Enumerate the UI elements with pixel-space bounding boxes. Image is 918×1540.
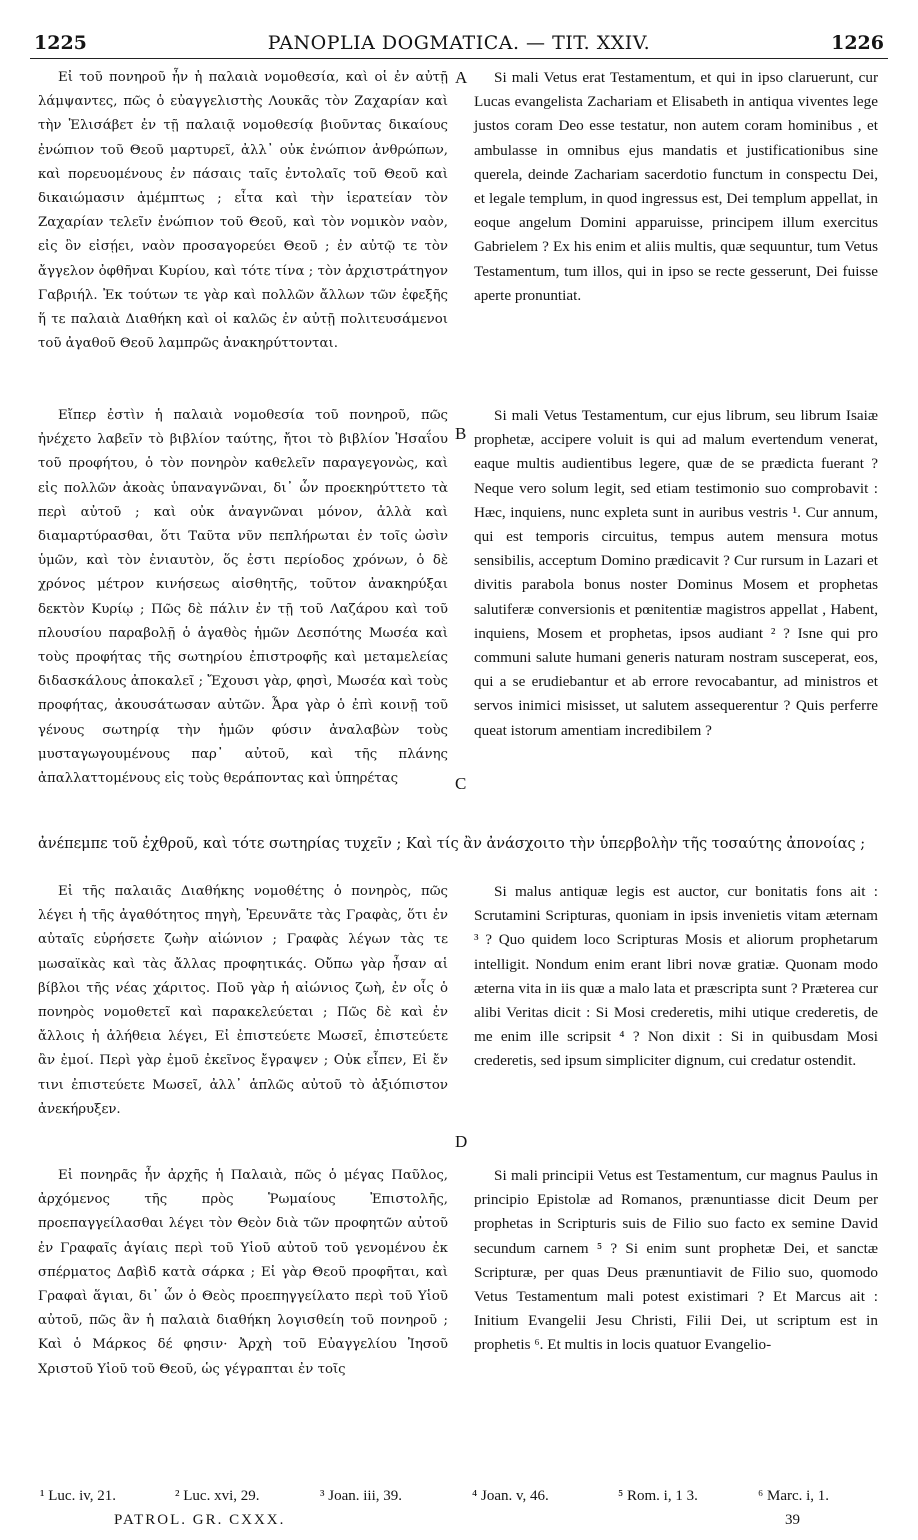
greek-paragraph-2	[38, 404, 448, 791]
greek-paragraph-4	[38, 1164, 448, 1382]
marker-b: B	[455, 424, 467, 443]
greek-text: Εἰ τῆς παλαιᾶς Διαθήκης νομοθέτης ὁ πονηρὸς, πῶς λέγει ἡ τῆς ἀγαθότητος πηγὴ, Ἐρευνᾶτε τὰς Γραφὰς, ὅτι ἐν αὐταῖς εὑρήσετε ζωὴν αἰώνιον ; Γραφὰς λέγων τὰς τε μωσαϊκὰς καὶ τὰς ἄλλας προφητικάς. Οὔπω γὰρ ἦσαν αἱ βίβλοι τῆς νέας χάριτος. Ποῦ γὰρ ἡ αἰώνιος ζωὴ, ἐν οἷς ὁ πονηρὸς νομοθετεῖ καὶ παρακελεύεται ; Πῶς δὲ καὶ ἐν ἄλλοις ἡ ἀλήθεια λέγει, Εἰ ἐπιστεύετε Μωσεῖ, ἐπιστεύετε ἂν ἐμοί. Περὶ γὰρ ἐμοῦ ἐκεῖνος ἔγραψεν ; Οὐκ εἶπεν, Εἰ ἔν τινι ἐπιστεύετε Μωσεῖ, ἀλλ᾽ ἁπλῶς αὐτοῦ τὸ ἀξιόπιστον ἀνεκήρυξεν.	[38, 884, 448, 1117]
latin-paragraph-2	[474, 404, 878, 743]
series-label: PATROL. GR. CXXX.	[114, 1512, 286, 1528]
full-width-line	[38, 832, 878, 856]
greek-text: Εἰ πονηρᾶς ἦν ἀρχῆς ἡ Παλαιὰ, πῶς ὁ μέγας Παῦλος, ἀρχόμενος τῆς πρὸς Ῥωμαίους Ἐπιστολῆς, προεπαγγείλασθαι λέγει τὸν Θεὸν διὰ τῶν προφητῶν αὐτοῦ ἐν Γραφαῖς ἁγίαις περὶ τοῦ Υἱοῦ αὐτοῦ τοῦ γενομένου ἐκ σπέρματος Δαβὶδ κατὰ σάρκα ; Εἰ γὰρ Θεοῦ προφῆται, καὶ Γραφαὶ ἅγιαι, δι᾽ ὧν ὁ Θεὸς προεπηγγείλατο περὶ τοῦ Υἱοῦ αὐτοῦ, πῶς ἂν ἡ παλαιὰ διαθήκη λογισθείη τοῦ πονηροῦ ; Καὶ ὁ Μάρκος δέ φησιν· Ἀρχὴ τοῦ Εὐαγγελίου Ἰησοῦ Χριστοῦ Υἱοῦ τοῦ Θεοῦ, ὡς γέγραπται ἐν τοῖς	[38, 1168, 448, 1377]
footnote: ⁵ Rom. i, 1 3.	[618, 1488, 698, 1504]
page-footer	[40, 1512, 878, 1534]
left-column-number: 1225	[34, 32, 87, 54]
latin-paragraph-1	[474, 66, 878, 308]
marker-d: D	[455, 1132, 468, 1151]
greek-paragraph-3	[38, 880, 448, 1122]
latin-paragraph-3	[474, 880, 878, 1074]
page-header	[30, 30, 888, 59]
greek-paragraph-1	[38, 66, 448, 356]
footnote: ² Luc. xvi, 29.	[175, 1488, 260, 1504]
footnote: ¹ Luc. iv, 21.	[40, 1488, 117, 1504]
latin-text: Si mali Vetus Testamentum, cur ejus librum, seu librum Isaiæ prophetæ, accipere voluit is qui ad malum evertendum venerat, eaque multis audientibus legere, quæ de se prædicta fuerant ? Neque vero solum legit, sed etiam testimonio suo comprobavit : Hæc, inquiens, nunc expleta sunt in auribus vestris ¹. Cur annum, qui est temporis circuitus, tempus autem mensura motus sensibilis, acceptum Domino prædicavit ? Cur rursum in Lazari et divitis parabola bonus noster Dominus Mosem et prophetas salutiferæ conversionis et pœnitentiæ magistros appellat , Habent, inquiens, Mosem et prophetas, ipsos audiant ² ? Isne qui pro communi salute humani generis naturam nostram susceperat, eos, qui a se erudiebantur et ab errore revocabantur, ad ministros et servos inimici misisset, ut salutem assequerentur ? Quis perferre queat istorum amentiam incredibilem ?	[474, 407, 878, 739]
footnote: ³ Joan. iii, 39.	[320, 1488, 402, 1504]
footnotes	[40, 1488, 878, 1510]
latin-text: Si malus antiquæ legis est auctor, cur bonitatis fons ait : Scrutamini Scripturas, quoniam in ipsis invenietis vitam æternam ³ ? Quo quidem loco Scripturas Mosis et aliorum prophetarum intelligit. Nondum enim erant libri novæ gratiæ. Quonam modo æterna vita in iis quæ a malo lata et præscripta sunt ? Præterea cur alibi Veritas dicit : Si Mosi crederetis, mihi utique crederetis, de me enim ille scripsit ⁴ ? Non dixit : Si in quibusdam Mosi crederetis, sed ipsum simpliciter dignum, cui credatur ostendit.	[474, 883, 878, 1070]
right-column-number: 1226	[831, 32, 884, 54]
footnote: ⁴ Joan. v, 46.	[472, 1488, 549, 1504]
full-width-text: ἀνέπεμπε τοῦ ἐχθροῦ, καὶ τότε σωτηρίας τυχεῖν ; Καὶ τίς ἂν ἀνάσχοιτο τὴν ὑπερβολὴν τῆς τοσαύτης ἀπονοίας ;	[38, 836, 866, 852]
marker-a: A	[455, 68, 468, 87]
greek-text: Εἴπερ ἐστὶν ἡ παλαιὰ νομοθεσία τοῦ πονηροῦ, πῶς ἠνέχετο λαβεῖν τὸ βιβλίον ταύτης, ἤτοι τὸ βιβλίον Ἡσαΐου τοῦ προφήτου, ὁ τὸν πονηρὸν καθελεῖν παραγεγονὼς, καὶ εἰς πολλῶν ἀκοὰς ὑπαναγνῶναι, δι᾽ ὧν προεκηρύττετο τὰ περὶ αὐτοῦ ; καὶ οὐκ ἀναγνῶναι μόνον, ἀλλὰ καὶ διαμαρτύρασθαι, ὅτι Ταῦτα νῦν πεπλήρωται ἐν τοῖς ὠσὶν ὑμῶν, καὶ τὸν ἐνιαυτὸν, ὅς ἐστι περίοδος χρόνων, ὁ δὲ χρόνος μέτρον κινήσεως αἰσθητῆς, τοῦτον ἀνακηρύξαι δεκτὸν Κυρίῳ ; Πῶς δὲ πάλιν ἐν τῇ τοῦ Λαζάρου καὶ τοῦ πλουσίου παραβολῇ ὁ ἀγαθὸς ἡμῶν Δεσπότης Μωσέα καὶ τοὺς προφήτας τῆς σωτηρίου ἐπιστροφῆς καὶ μεταμελείας διδασκάλους ἀποκαλεῖ ; Ἔχουσι γὰρ, φησὶ, Μωσέα καὶ τοὺς προφήτας, ἀκουσάτωσαν αὐτῶν. Ἆρα γὰρ ὁ ἐπὶ κοινῇ τοῦ γένους σωτηρίᾳ τὴν ἡμῶν φύσιν ἀναλαβὼν τοὺς μυσταγωγουμένους παρ᾽ αὐτοῦ, καὶ τῆς πλάνης ἀπαλλαττομένους εἰς τοὺς θεράποντας καὶ ὑπηρέτας	[38, 408, 448, 787]
latin-text: Si mali principii Vetus est Testamentum, cur magnus Paulus in principio Epistolæ ad Romanos, prænuntiasse dicit Deum per prophetas in Scripturis suis de Filio suo facto ex semine David secundum carnem ⁵ ? Si enim sunt prophetæ Dei, et sanctæ Scripturæ, per quas Deus prænuntiavit de Filio suo, quomodo Vetus Testamentum mali potest existimari ? Et Marcus ait : Initium Evangelii Jesu Christi, Filii Dei, ut scriptum est in prophetis ⁶. Et multis in locis quatuor Evangelio-	[474, 1167, 878, 1354]
running-title: PANOPLIA DOGMATICA. — TIT. XXIV.	[267, 32, 651, 54]
footnote: ⁶ Marc. i, 1.	[758, 1488, 830, 1504]
marker-c: C	[455, 774, 467, 793]
greek-text: Εἰ τοῦ πονηροῦ ἦν ἡ παλαιὰ νομοθεσία, καὶ οἱ ἐν αὐτῇ λάμψαντες, πῶς ὁ εὐαγγελιστὴς Λουκᾶς τὸν Ζαχαρίαν καὶ τὴν Ἐλισάβετ ἐν τῇ παλαιᾷ νομοθεσίᾳ βιοῦντας δικαίους ἐνώπιον τοῦ Θεοῦ μαρτυρεῖ, ἀλλ᾽ οὐκ ἐνώπιον ἀνθρώπων, καὶ πορευομένους ἐν πάσαις ταῖς ἐντολαῖς τοῦ Θεοῦ καὶ δικαιώμασιν ἀμέμπτως ; εἶτα καὶ τὴν ἱερατείαν τὸν Ζαχαρίαν τελεῖν ἐνώπιον τοῦ Θεοῦ, καὶ τὸν νομικὸν ναὸν, εἰς ὃν εἰσῄει, ναὸν προσαγορεύει Θεοῦ ; ἐν αὐτῷ τε τὸν ἄγγελον ὀφθῆναι Κυρίου, καὶ τότε τίνα ; τὸν ἀρχιστράτηγον Γαβριήλ. Ἐκ τούτων τε γὰρ καὶ πολλῶν ἄλλων τῶν ἐφεξῆς ἥ τε παλαιὰ Διαθήκη καὶ οἱ καλῶς ἐν αὐτῇ πολιτευσάμενοι τοῦ ἀγαθοῦ Θεοῦ λαμπρῶς ἀνακηρύττονται.	[38, 70, 448, 352]
sheet-number: 39	[785, 1512, 800, 1528]
latin-paragraph-4	[474, 1164, 878, 1358]
latin-text: Si mali Vetus erat Testamentum, et qui in ipso claruerunt, cur Lucas evangelista Zachariam et Elisabeth in antiqua viventes lege justos coram Deo esse testatur, non autem coram hominibus , et ambulasse in omnibus ejus mandatis et justificationibus sine querela, deinde Zachariam sacerdotio functum in conspectu Dei, et legale templum, in quod ingressus est, Dei templum appellat, in eoque angelum Domini apparuisse, principem illum exercitus Gabrielem ? Ex his enim et aliis multis, quæ sequuntur, tum Vetus Testamentum, tum illos, qui in ipso se recte gesserunt, Dei fuisse aperte pronuntiat.	[474, 69, 878, 304]
